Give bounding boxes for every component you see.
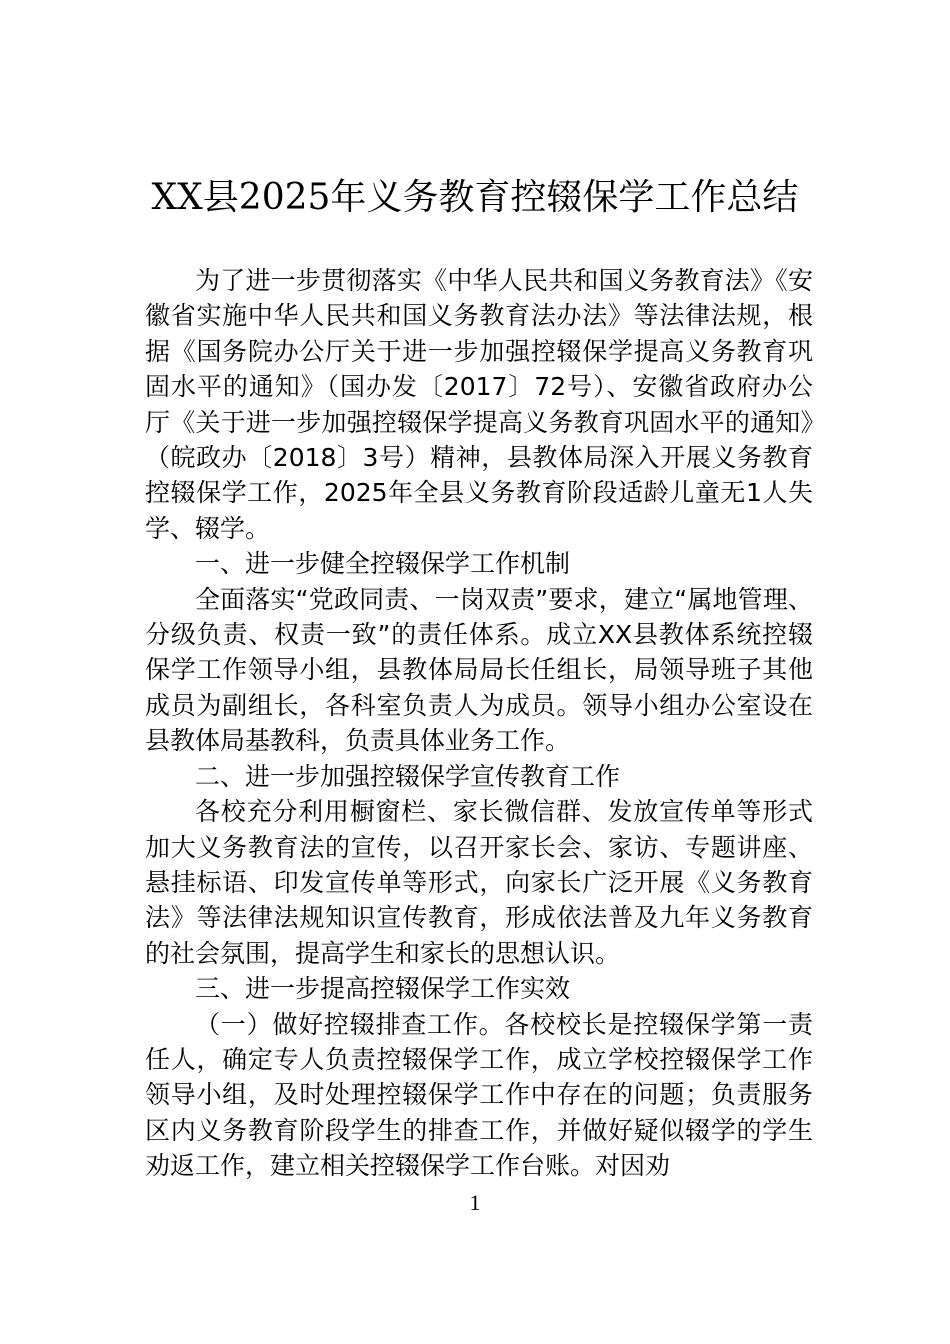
document-body [145, 263, 813, 1184]
section-heading-3: 三、进一步提高控辍保学工作实效 [195, 974, 571, 1004]
section-heading-2: 二、进一步加强控辍保学宣传教育工作 [195, 761, 621, 791]
document-title: XX县2025年义务教育控辍保学工作总结 [151, 177, 799, 218]
section-heading-1: 一、进一步健全控辍保学工作机制 [195, 549, 571, 579]
section-2-paragraph: 各校充分利用橱窗栏、家长微信群、发放宣传单等形式加大义务教育法的宣传，以召开家长会、家访、专题讲座、悬挂标语、印发宣传单等形式，向家长广泛开展《义务教育法》等法律法规知识宣传教育，形成依法普及九年义务教育的社会氛围，提高学生和家长的思想认识。 [145, 797, 813, 968]
page-number: 1 [469, 1190, 481, 1215]
section-3-paragraph: （一）做好控辍排查工作。各校校长是控辍保学第一责任人，确定专人负责控辍保学工作，成立学校控辍保学工作领导小组，及时处理控辍保学工作中存在的问题；负责服务区内义务教育阶段学生的排查工作，并做好疑似辍学的学生劝返工作，建立相关控辍保学工作台账。对因劝 [145, 1009, 813, 1181]
intro-paragraph: 为了进一步贯彻落实《中华人民共和国义务教育法》《安徽省实施中华人民共和国义务教育法办法》等法律法规，根据《国务院办公厅关于进一步加强控辍保学提高义务教育巩固水平的通知》（国办发〔2017〕72号）、安徽省政府办公厅《关于进一步加强控辍保学提高义务教育巩固水平的通知》（皖政办〔2018〕3号）精神，县教体局深入开展义务教育控辍保学工作，2025年全县义务教育阶段适龄儿童无1人失学、辍学。 [145, 266, 813, 543]
section-1-paragraph: 全面落实“党政同责、一岗双责”要求，建立“属地管理、分级负责、权责一致”的责任体系。成立XX县教体系统控辍保学工作领导小组，县教体局局长任组长，局领导班子其他成员为副组长，各科室负责人为成员。领导小组办公室设在县教体局基教科，负责具体业务工作。 [145, 584, 813, 756]
